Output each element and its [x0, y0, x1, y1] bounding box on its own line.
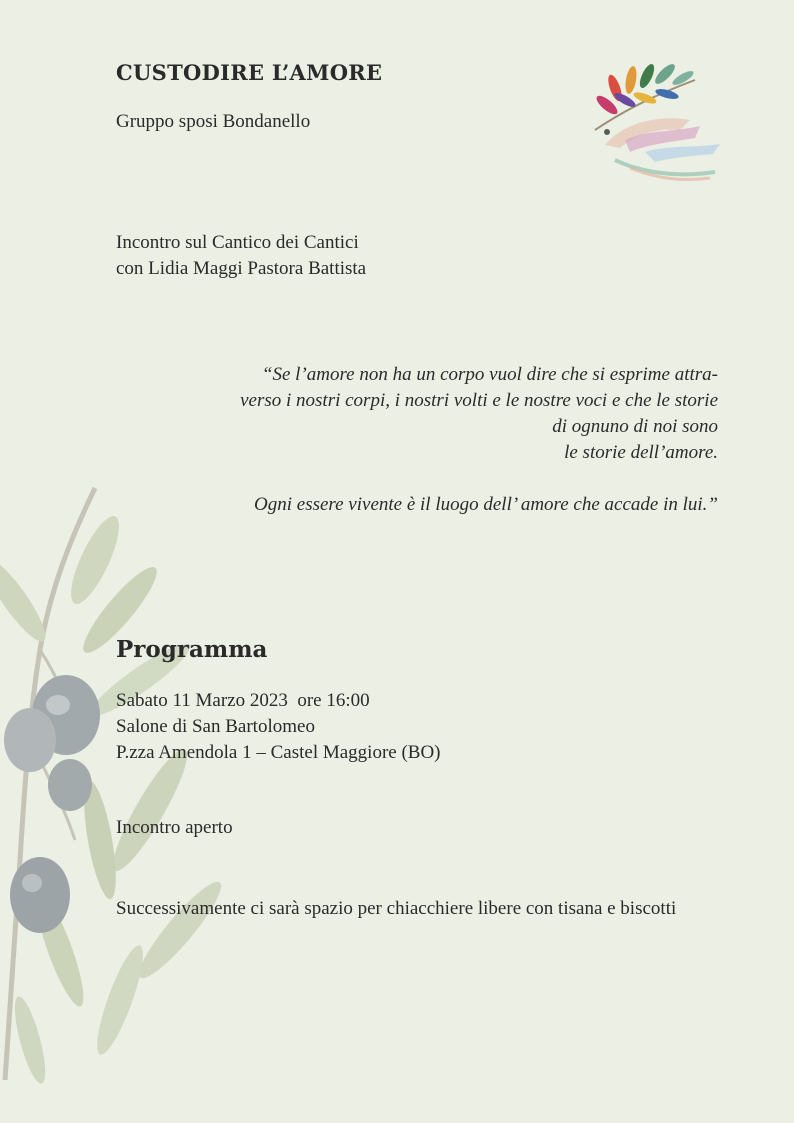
quote-line: le storie dell’amore.: [564, 442, 718, 463]
quote-closing: Ogni essere vivente è il luogo dell’ amore che accade in lui.”: [254, 494, 718, 515]
quote-line: di ognuno di noi sono: [552, 416, 718, 437]
program-heading: Programma: [116, 636, 268, 663]
afterwards-note: Successivamente ci sarà spazio per chiacchiere libere con tisana e biscotti: [116, 898, 677, 919]
quote-block: [158, 362, 718, 518]
event-address: P.zza Amendola 1 – Castel Maggiore (BO): [116, 742, 441, 763]
quote-spacer: [158, 466, 718, 492]
event-venue: Salone di San Bartolomeo: [116, 716, 315, 737]
group-name: Gruppo sposi Bondanello: [116, 111, 311, 132]
event-date-time: Sabato 11 Marzo 2023 ore 16:00: [116, 690, 370, 711]
quote-line: “Se l’amore non ha un corpo vuol dire che si esprime attra-: [261, 364, 718, 385]
document-title: CUSTODIRE L’AMORE: [116, 60, 383, 85]
event-details: [116, 688, 441, 766]
dove-olive-branch-icon: [585, 60, 725, 190]
intro-line: Incontro sul Cantico dei Cantici: [116, 232, 359, 253]
quote-line: verso i nostri corpi, i nostri volti e le nostre voci e che le storie: [240, 390, 718, 411]
olive-branch-illustration: [0, 480, 240, 1100]
open-meeting-note: Incontro aperto: [116, 817, 233, 838]
intro-line: con Lidia Maggi Pastora Battista: [116, 258, 367, 279]
event-intro: [116, 230, 366, 282]
